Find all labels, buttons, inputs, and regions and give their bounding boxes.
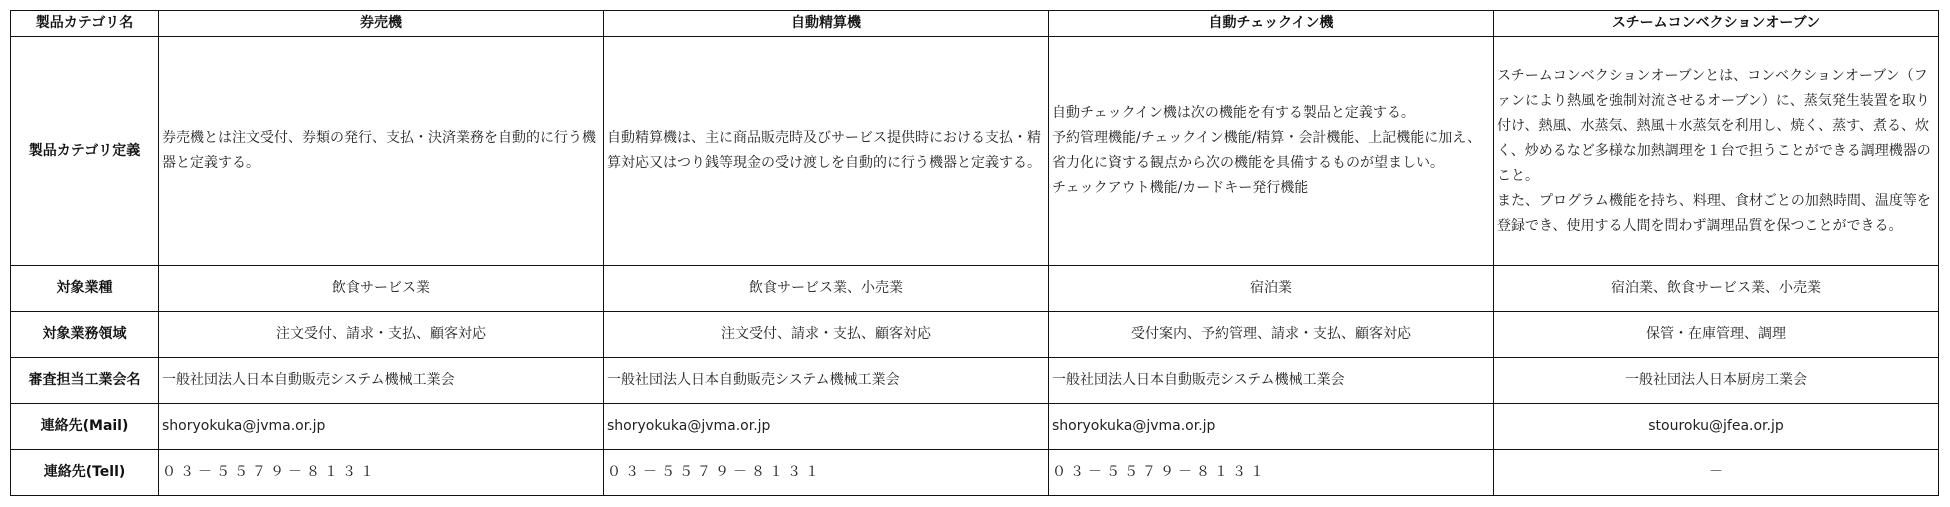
row-label-definition: 製品カテゴリ定義 [11, 37, 159, 266]
definition-text: また、プログラム機能を持ち、料理、食材ごとの加熱時間、温度等を登録でき、使用する人間を問わず調理品質を保つことができる。 [1497, 192, 1931, 234]
business-area-cell: 保管・在庫管理、調理 [1494, 312, 1939, 358]
definition-cell-auto-checkin-machine [1049, 37, 1494, 266]
definition-row [11, 37, 1939, 266]
mail-cell: stouroku@jfea.or.jp [1494, 404, 1939, 450]
definition-text: スチームコンベクションオーブンとは、コンベクションオーブン（ファンにより熱風を強制対流させるオーブン）に、蒸気発生装置を取り付け、熱風、水蒸気、熱風＋水蒸気を利用し、焼く、蒸す、煮る、炊く、炒めるなど多様な加熱調理を１台で担うことができる調理機器のこと。 [1497, 67, 1931, 184]
tel-cell: ０３－５５７９－８１３１ [159, 450, 604, 496]
row-label-industry: 対象業種 [11, 266, 159, 312]
product-category-table [10, 10, 1939, 496]
row-label-mail: 連絡先(Mail) [11, 404, 159, 450]
industry-row [11, 266, 1939, 312]
association-cell: 一般社団法人日本自動販売システム機械工業会 [1049, 358, 1494, 404]
mail-row [11, 404, 1939, 450]
definition-cell-steam-convection-oven [1494, 37, 1939, 266]
industry-cell: 宿泊業 [1049, 266, 1494, 312]
association-cell: 一般社団法人日本厨房工業会 [1494, 358, 1939, 404]
header-category-name: 製品カテゴリ名 [11, 11, 159, 37]
industry-cell: 宿泊業、飲食サービス業、小売業 [1494, 266, 1939, 312]
definition-text: 予約管理機能/チェックイン機能/精算・会計機能、上記機能に加え、省力化に資する観点から次の機能を具備するものが望ましい。 [1052, 130, 1482, 171]
industry-cell: 飲食サービス業 [159, 266, 604, 312]
definition-text: チェックアウト機能/カードキー発行機能 [1052, 180, 1309, 196]
business-area-cell: 受付案内、予約管理、請求・支払、顧客対応 [1049, 312, 1494, 358]
header-ticket-machine: 券売機 [159, 11, 604, 37]
association-cell: 一般社団法人日本自動販売システム機械工業会 [159, 358, 604, 404]
tel-cell: ０３－５５７９－８１３１ [604, 450, 1049, 496]
mail-cell: shoryokuka@jvma.or.jp [604, 404, 1049, 450]
association-row [11, 358, 1939, 404]
definition-cell-ticket-machine [159, 37, 604, 266]
row-label-association: 審査担当工業会名 [11, 358, 159, 404]
definition-text: 券売機とは注文受付、券類の発行、支払・決済業務を自動的に行う機器と定義する。 [162, 130, 596, 171]
row-label-business-area: 対象業務領域 [11, 312, 159, 358]
association-cell: 一般社団法人日本自動販売システム機械工業会 [604, 358, 1049, 404]
mail-cell: shoryokuka@jvma.or.jp [1049, 404, 1494, 450]
definition-text: 自動チェックイン機は次の機能を有する製品と定義する。 [1052, 105, 1415, 121]
definition-text: 自動精算機は、主に商品販売時及びサービス提供時における支払・精算対応又はつり銭等現金の受け渡しを自動的に行う機器と定義する。 [607, 130, 1041, 171]
header-auto-payment-machine: 自動精算機 [604, 11, 1049, 37]
header-row [11, 11, 1939, 37]
industry-cell: 飲食サービス業、小売業 [604, 266, 1049, 312]
header-steam-convection-oven: スチームコンベクションオーブン [1494, 11, 1939, 37]
business-area-cell: 注文受付、請求・支払、顧客対応 [159, 312, 604, 358]
business-area-cell: 注文受付、請求・支払、顧客対応 [604, 312, 1049, 358]
definition-cell-auto-payment-machine [604, 37, 1049, 266]
row-label-tel: 連絡先(Tell) [11, 450, 159, 496]
mail-cell: shoryokuka@jvma.or.jp [159, 404, 604, 450]
header-auto-checkin-machine: 自動チェックイン機 [1049, 11, 1494, 37]
tel-cell: ０３－５５７９－８１３１ [1049, 450, 1494, 496]
business-area-row [11, 312, 1939, 358]
tel-cell: － [1494, 450, 1939, 496]
tel-row [11, 450, 1939, 496]
